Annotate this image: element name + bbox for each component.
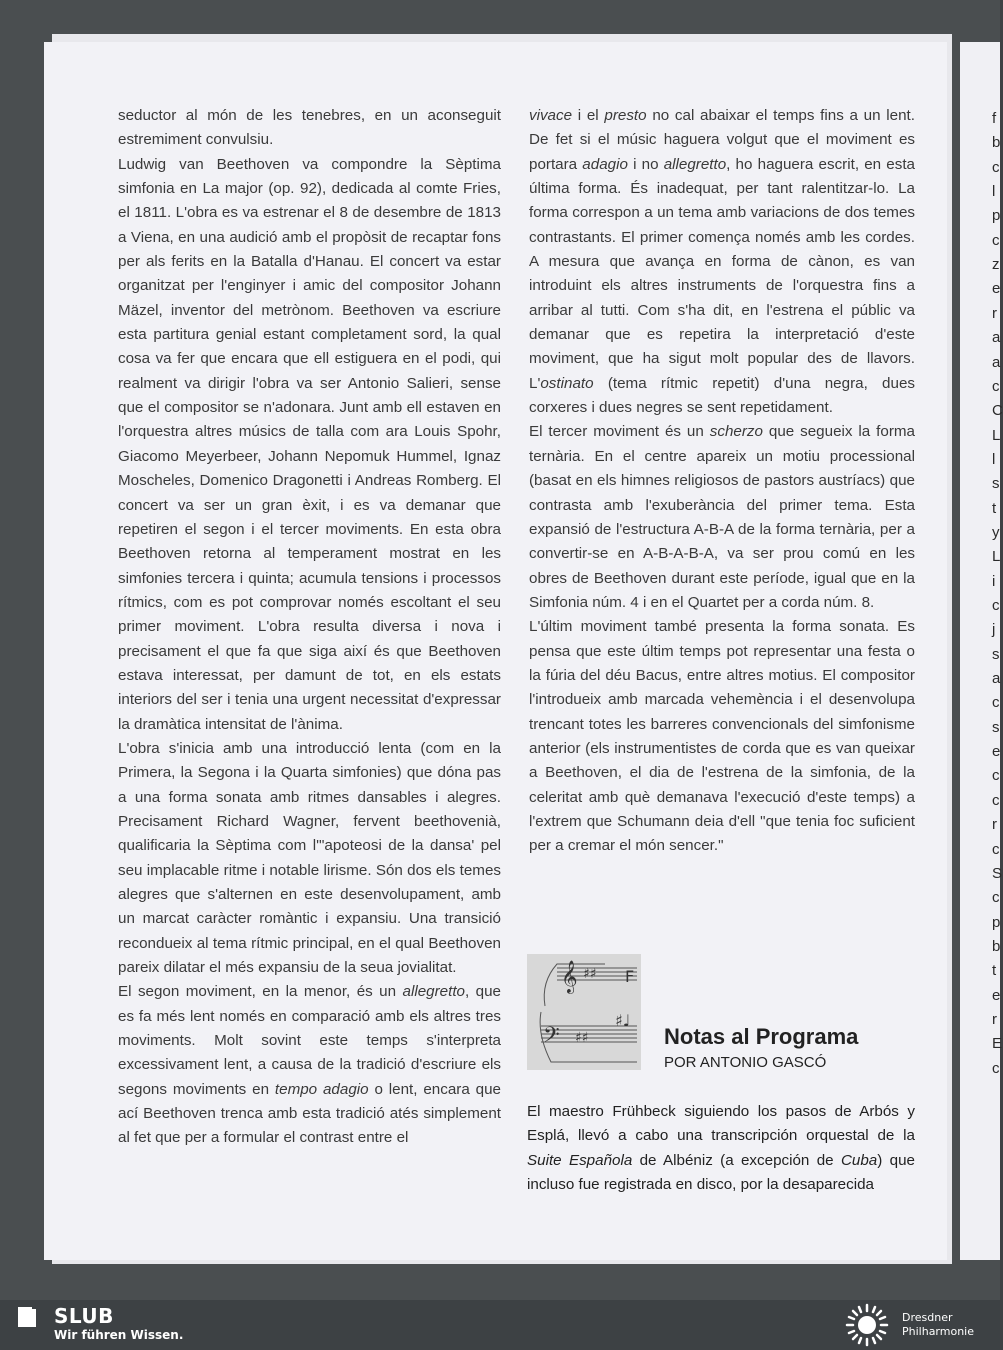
edge-letter: c xyxy=(992,231,1000,249)
svg-text:F: F xyxy=(625,967,635,986)
text-run: de Albéniz (a excepción de xyxy=(632,1151,841,1169)
paragraph: L'últim moviment també presenta la forma sonata. Es pensa que este últim temps pot representar una festa o la fúria del déu Bacus, entre altres motius. El compositor l'introdueix amb marcada vehemència i el desenvolupa trencant totes les barreres convencionals del simfonisme anterior (els instrumentistes de corda que es van queixar a Beethoven, el dia de l'estrena de la simfonia, de la celeritat amb què demanava l'execució d'este temps) a l'extrem que Schumann deia d'ell "que tenia foc suficient per a cremar el món sencer." xyxy=(529,618,915,855)
text-run: (tema rítmic repetit) d'una negra, dues corxeres i dues negres se sent repetidament. xyxy=(529,374,915,417)
italic-term: Cuba xyxy=(840,1151,878,1169)
edge-letter: L xyxy=(992,548,1001,566)
edge-letter: c xyxy=(992,767,1000,785)
dp-name-line2: Philharmonie xyxy=(902,1325,974,1338)
edge-letter: a xyxy=(992,670,1001,688)
right-text-column xyxy=(529,104,915,859)
text-run: El tercer moviment és un xyxy=(529,423,710,441)
edge-letter: c xyxy=(992,597,1000,614)
text-run: que segueix la forma ternària. En el centre apareix un motiu processional (basat en els himnes religiosos de pastors austríacs) que contrasta amb l'exuberància del primer tema. Esta expansió de l'estructura A-B-A de la forma ternària, per a convertir-se en A-B-A-B-A, va ser prou comú en les obres de Beethoven durant este període, igual que en la Simfonia núm. 4 i en el Quartet per a corda núm. 8. xyxy=(529,423,915,611)
book-icon xyxy=(12,1304,38,1330)
text-run: no cal abaixar el temps fins a un lent. De fet si el músic haguera volgut que el moviment es portara xyxy=(529,107,915,173)
music-notation-icon xyxy=(527,954,641,1070)
edge-letter: r xyxy=(992,304,997,322)
edge-letter: c xyxy=(992,158,1000,176)
svg-text:♯♯: ♯♯ xyxy=(583,966,597,982)
italic-term: vivace xyxy=(529,107,573,124)
edge-letter: E xyxy=(992,1035,1003,1053)
edge-letter: C xyxy=(992,402,1003,420)
slub-logo-text[interactable]: SLUB xyxy=(54,1304,114,1328)
dresdner-philharmonie-logo-icon[interactable] xyxy=(842,1302,892,1348)
text-run: i el xyxy=(572,107,605,124)
edge-letter: p xyxy=(992,207,1001,225)
slub-tagline: Wir führen Wissen. xyxy=(54,1328,184,1342)
text-run: El segon moviment, en la menor, és un xyxy=(118,983,403,1001)
edge-letter: e xyxy=(992,280,1001,298)
edge-letter: p xyxy=(992,913,1001,931)
adjacent-page-edge xyxy=(960,42,1003,1260)
left-text-column xyxy=(118,104,501,1151)
footer-bar xyxy=(0,1300,1000,1350)
edge-letter: t xyxy=(992,499,997,517)
paragraph xyxy=(529,420,915,615)
edge-letter: a xyxy=(992,353,1001,371)
spanish-text-column xyxy=(527,1100,915,1197)
author-byline: POR ANTONIO GASCÓ xyxy=(664,1054,827,1071)
dp-name-line1: Dresdner xyxy=(902,1311,953,1324)
edge-letter: b xyxy=(992,937,1001,955)
edge-letter: r xyxy=(992,1010,997,1028)
italic-term: presto xyxy=(604,107,647,124)
edge-letter: s xyxy=(992,645,1000,663)
edge-letter: c xyxy=(992,377,1000,395)
italic-term: tempo adagio xyxy=(274,1080,369,1098)
italic-term: allegretto xyxy=(402,983,465,1001)
italic-term: allegretto xyxy=(663,155,727,173)
edge-letter: c xyxy=(992,1059,1000,1077)
edge-letter: l xyxy=(992,183,996,201)
text-run: i no xyxy=(627,155,664,173)
edge-letter: c xyxy=(992,791,1000,809)
edge-letter: c xyxy=(992,694,1000,712)
edge-letter: z xyxy=(992,256,1000,274)
edge-letter: s xyxy=(992,475,1000,493)
svg-text:♯♯: ♯♯ xyxy=(575,1030,589,1046)
italic-term: ostinato xyxy=(540,374,594,392)
paragraph xyxy=(529,104,915,420)
italic-term: Suite Española xyxy=(527,1151,633,1169)
italic-term: scherzo xyxy=(709,423,763,441)
paragraph: seductor al món de les tenebres, en un aconseguit estremiment convulsiu. xyxy=(118,107,501,149)
text-run: , que es fa més lent només en comparació amb els altres tres moviments. Molt sovint este temps s'interpreta excessivament lent, a causa de la tradició d'escriure els segons moviments en xyxy=(118,983,501,1098)
edge-letter: f xyxy=(992,110,997,127)
svg-text:𝄞: 𝄞 xyxy=(561,960,578,993)
svg-text:♯♩: ♯♩ xyxy=(615,1011,631,1030)
music-staff-illustration xyxy=(527,954,641,1070)
text-run: ) que incluso fue registrada en disco, por la desaparecida xyxy=(527,1151,915,1194)
edge-letter: b xyxy=(992,134,1001,152)
text-run: El maestro Frühbeck siguiendo los pasos de Arbós y Esplá, llevó a cabo una transcripción orquestal de la xyxy=(527,1103,915,1145)
edge-letter: S xyxy=(992,864,1003,882)
edge-letter: c xyxy=(992,840,1000,858)
edge-letter: c xyxy=(992,889,1000,907)
edge-letter: r xyxy=(992,816,997,834)
edge-letter: l xyxy=(992,450,996,468)
edge-letter: L xyxy=(992,426,1001,444)
svg-text:𝄢: 𝄢 xyxy=(543,1023,560,1053)
paragraph xyxy=(527,1100,915,1197)
section-title: Notas al Programa xyxy=(664,1024,859,1049)
edge-letter: y xyxy=(992,523,1000,541)
paragraph: L'obra s'inicia amb una introducció lenta (com en la Primera, la Segona i la Quarta simfonies) que dóna pas a una forma sonata amb ritmes dansables i alegres. Precisament Richard Wagner, fervent beethovenià, qualificaria la Sèptima com l'"apoteosi de la dansa' pel seu implacable ritme i notable lirisme. Són dos els temes alegres que s'alternen en este desenvolupament, amb un marcat caràcter romàntic i expansiu. Una transició recondueix al tema rítmic principal, en el qual Beethoven pareix dilatar el més expansiu de la seua jovialitat. xyxy=(118,739,501,977)
edge-letter: e xyxy=(992,743,1001,761)
edge-letter: s xyxy=(992,718,1000,736)
edge-letter: j xyxy=(992,621,996,639)
edge-letter: i xyxy=(992,572,996,590)
edge-letter: a xyxy=(992,329,1001,347)
edge-letter: t xyxy=(992,962,997,980)
paragraph xyxy=(118,980,501,1150)
paragraph: Ludwig van Beethoven va compondre la Sèptima simfonia en La major (op. 92), dedicada al comte Fries, el 1811. L'obra es va estrenar el 8 de desembre de 1813 a Viena, en una audició amb el propòsit de recaptar fons per als ferits en la Batalla d'Hanau. El concert va estar organitzat per l'enginyer i amic del compositor Johann Mäzel, inventor del metrònom. Beethoven va escriure esta partitura genial estant completament sord, la qual cosa va fer que encara que ell estiguera en el podi, qui realment va dirigir l'obra va ser Antonio Salieri, sense que el compositor se n'adonara. Junt amb ell estaven en l'orquestra altres músics de talla com ara Louis Spohr, Giacomo Meyerbeer, Johann Nepomuk Hummel, Ignaz Moscheles, Domenico Dragonetti i Andreas Romberg. El concert va ser un gran èxit, i es va demanar que repetiren el segon i el tercer moviments. En esta obra Beethoven retorna al temperament mostrat en les simfonies tercera i quinta; acumula tensions i processos rítmics, com es pot comprovar només escoltant el seu primer moviment. L'obra resulta diversa i nova i precisament el que fa que siga així és que Beethoven estava interessat, per damunt de tot, en els estats interiors del ser i tenia una urgent necessitat d'expressar la dramàtica intensitat de l'ànima. xyxy=(118,155,501,733)
text-run: o lent, encara que ací Beethoven trenca amb esta tradició atés simplement al fet que per a formular el contrast entre el xyxy=(118,1080,501,1147)
text-run: , ho haguera escrit, en esta última forma. És inadequat, per tant ralentitzar-lo. La forma correspon a un tema amb variacions de dos temes contrastants. El primer comença només amb les cordes. A mesura que avança en forma de cànon, es van introduint els altres instruments de l'orquestra fins a arribar al tutti. Com s'ha dit, en l'estrena el públic va demanar que es repetira la interpretació d'este moviment, que ha sigut molt popular des de llavors. L' xyxy=(529,155,915,392)
italic-term: adagio xyxy=(582,155,628,173)
edge-letter: e xyxy=(992,986,1001,1004)
notas-header-block xyxy=(527,954,917,1072)
